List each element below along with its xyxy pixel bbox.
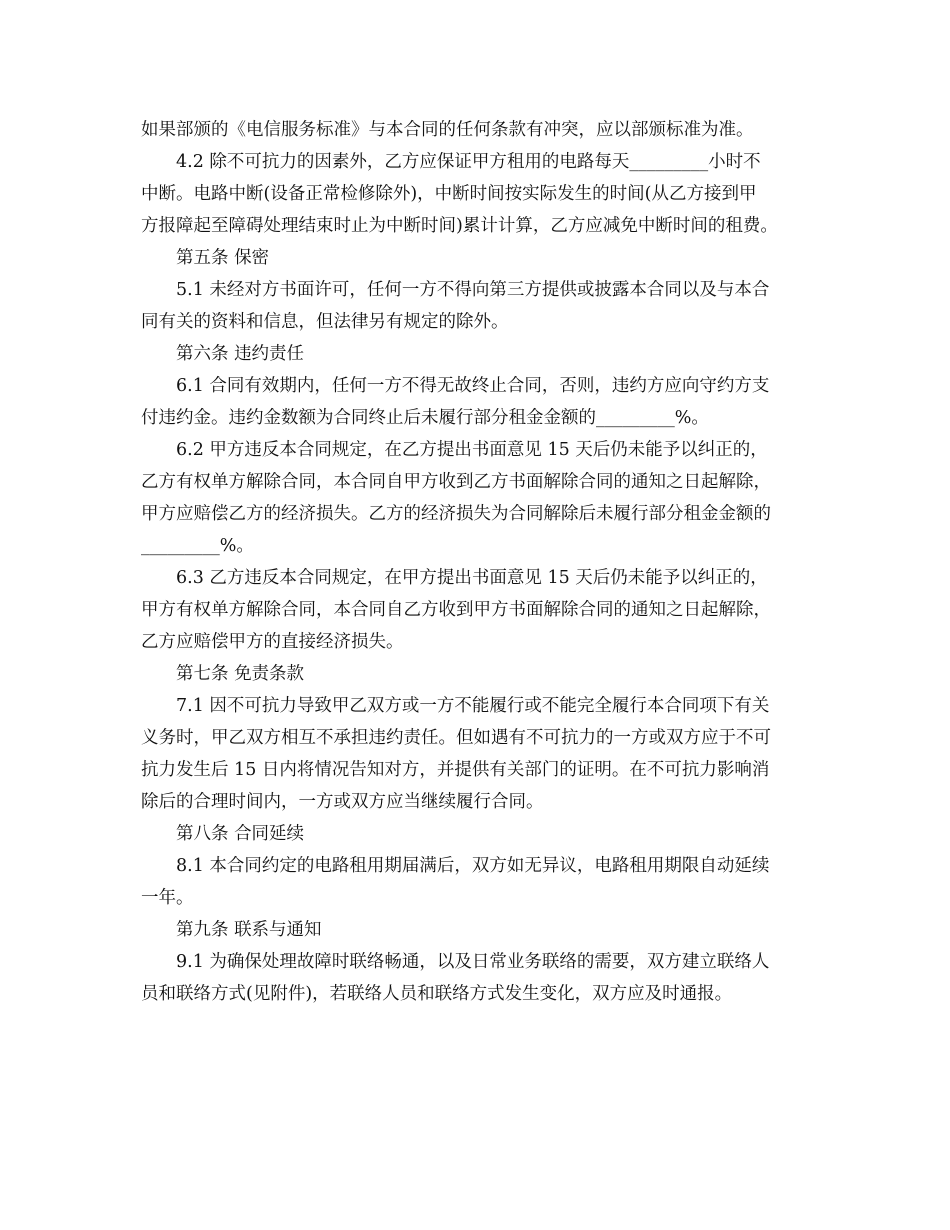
paragraph-line: 甲方有权单方解除合同，本合同自乙方收到甲方书面解除合同的通知之日起解除， bbox=[141, 600, 771, 620]
paragraph-line: 甲方应赔偿乙方的经济损失。乙方的经济损失为合同解除后未履行部分租金金额的 bbox=[141, 504, 771, 524]
paragraph-line: 如果部颁的《电信服务标准》与本合同的任何条款有冲突，应以部颁标准为准。 bbox=[141, 120, 754, 140]
paragraph-line: 8.1 本合同约定的电路租用期届满后，双方如无异议，电路租用期限自动延续 bbox=[176, 856, 770, 876]
paragraph-line: 付违约金。违约金数额为合同终止后未履行部分租金金额的_________%。 bbox=[141, 408, 709, 428]
paragraph-line: 乙方有权单方解除合同，本合同自甲方收到乙方书面解除合同的通知之日起解除， bbox=[141, 472, 771, 492]
paragraph-line: 6.1 合同有效期内，任何一方不得无故终止合同，否则，违约方应向守约方支 bbox=[176, 376, 770, 396]
section-heading: 第七条 免责条款 bbox=[176, 664, 305, 684]
section-heading: 第六条 违约责任 bbox=[176, 344, 305, 364]
paragraph-line: 5.1 未经对方书面许可，任何一方不得向第三方提供或披露本合同以及与本合 bbox=[176, 280, 770, 300]
section-heading: 第五条 保密 bbox=[176, 248, 270, 268]
paragraph-line: 中断。电路中断(设备正常检修除外)，中断时间按实际发生的时间(从乙方接到甲 bbox=[141, 184, 757, 204]
section-heading: 第八条 合同延续 bbox=[176, 824, 305, 844]
document-body bbox=[141, 114, 819, 1010]
paragraph-line: 4.2 除不可抗力的因素外，乙方应保证甲方租用的电路每天_________小时不 bbox=[176, 152, 761, 172]
paragraph-line: 9.1 为确保处理故障时联络畅通，以及日常业务联络的需要，双方建立联络人 bbox=[176, 952, 770, 972]
paragraph-line: 除后的合理时间内，一方或双方应当继续履行合同。 bbox=[141, 792, 544, 812]
paragraph-line: 6.2 甲方违反本合同规定，在乙方提出书面意见 15 天后仍未能予以纠正的， bbox=[176, 440, 768, 460]
paragraph-line: 6.3 乙方违反本合同规定，在甲方提出书面意见 15 天后仍未能予以纠正的， bbox=[176, 568, 768, 588]
paragraph-line: _________%。 bbox=[141, 536, 254, 556]
paragraph-line: 员和联络方式(见附件)，若联络人员和联络方式发生变化，双方应及时通报。 bbox=[141, 984, 733, 1004]
paragraph-line: 方报障起至障碍处理结束时止为中断时间)累计计算，乙方应减免中断时间的租费。 bbox=[141, 216, 778, 236]
paragraph-line: 7.1 因不可抗力导致甲乙双方或一方不能履行或不能完全履行本合同项下有关 bbox=[176, 696, 770, 716]
paragraph-line: 抗力发生后 15 日内将情况告知对方，并提供有关部门的证明。在不可抗力影响消 bbox=[141, 760, 770, 780]
paragraph-line: 同有关的资料和信息，但法律另有规定的除外。 bbox=[141, 312, 509, 332]
paragraph-line: 义务时，甲乙双方相互不承担违约责任。但如遇有不可抗力的一方或双方应于不可 bbox=[141, 728, 771, 748]
section-heading: 第九条 联系与通知 bbox=[176, 920, 322, 940]
paragraph-line: 乙方应赔偿甲方的直接经济损失。 bbox=[141, 632, 404, 652]
paragraph-line: 一年。 bbox=[141, 888, 194, 908]
